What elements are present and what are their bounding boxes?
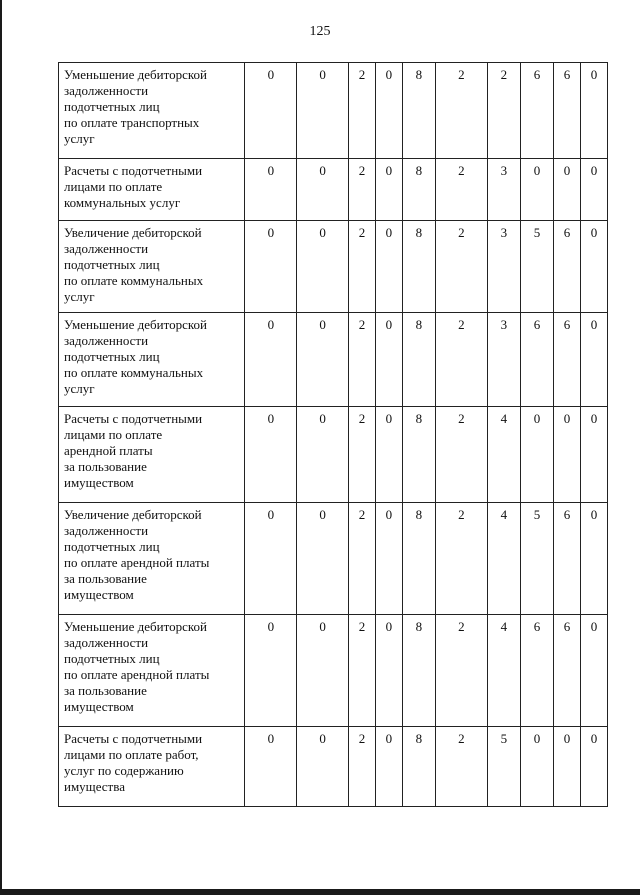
code-digit-cell: 2 xyxy=(435,503,487,615)
code-digit-cell: 0 xyxy=(580,503,607,615)
code-digit-cell: 0 xyxy=(297,63,349,159)
code-digit-cell: 6 xyxy=(520,615,553,727)
table-row xyxy=(59,615,608,727)
table-row xyxy=(59,727,608,807)
code-digit-cell: 0 xyxy=(375,503,402,615)
code-digit-cell: 0 xyxy=(554,159,581,221)
table-row xyxy=(59,503,608,615)
code-digit-cell: 0 xyxy=(245,407,297,503)
code-digit-cell: 0 xyxy=(580,727,607,807)
code-digit-cell: 6 xyxy=(554,313,581,407)
code-digit-cell: 2 xyxy=(487,63,520,159)
table-row xyxy=(59,221,608,313)
code-digit-cell: 0 xyxy=(245,159,297,221)
row-label: Увеличение дебиторской задолженности подотчетных лиц по оплате арендной платы за пользование имуществом xyxy=(59,503,245,615)
code-digit-cell: 2 xyxy=(349,159,376,221)
code-digit-cell: 0 xyxy=(580,313,607,407)
code-digit-cell: 0 xyxy=(554,727,581,807)
code-digit-cell: 6 xyxy=(554,503,581,615)
code-digit-cell: 8 xyxy=(402,407,435,503)
code-digit-cell: 2 xyxy=(435,727,487,807)
code-digit-cell: 2 xyxy=(349,221,376,313)
code-digit-cell: 3 xyxy=(487,221,520,313)
code-digit-cell: 0 xyxy=(580,63,607,159)
row-label: Увеличение дебиторской задолженности подотчетных лиц по оплате коммунальных услуг xyxy=(59,221,245,313)
page-number: 125 xyxy=(309,24,331,39)
code-digit-cell: 5 xyxy=(520,221,553,313)
code-digit-cell: 0 xyxy=(375,313,402,407)
code-digit-cell: 0 xyxy=(245,63,297,159)
code-digit-cell: 2 xyxy=(349,313,376,407)
code-digit-cell: 0 xyxy=(375,63,402,159)
code-digit-cell: 0 xyxy=(580,159,607,221)
code-digit-cell: 0 xyxy=(297,159,349,221)
code-digit-cell: 3 xyxy=(487,159,520,221)
table-body xyxy=(59,63,608,807)
code-digit-cell: 0 xyxy=(375,727,402,807)
code-digit-cell: 2 xyxy=(435,63,487,159)
code-digit-cell: 0 xyxy=(520,727,553,807)
code-digit-cell: 0 xyxy=(554,407,581,503)
code-digit-cell: 2 xyxy=(435,159,487,221)
code-digit-cell: 0 xyxy=(580,407,607,503)
row-label: Расчеты с подотчетными лицами по оплате работ, услуг по содержанию имущества xyxy=(59,727,245,807)
code-digit-cell: 5 xyxy=(487,727,520,807)
code-digit-cell: 0 xyxy=(245,503,297,615)
code-digit-cell: 2 xyxy=(435,615,487,727)
code-digit-cell: 0 xyxy=(297,615,349,727)
code-digit-cell: 0 xyxy=(297,727,349,807)
code-digit-cell: 2 xyxy=(349,63,376,159)
code-digit-cell: 4 xyxy=(487,503,520,615)
code-digit-cell: 0 xyxy=(297,407,349,503)
table-row xyxy=(59,407,608,503)
code-digit-cell: 0 xyxy=(245,615,297,727)
code-digit-cell: 0 xyxy=(520,159,553,221)
code-digit-cell: 0 xyxy=(520,407,553,503)
code-digit-cell: 4 xyxy=(487,407,520,503)
code-digit-cell: 0 xyxy=(297,313,349,407)
code-digit-cell: 8 xyxy=(402,159,435,221)
code-digit-cell: 8 xyxy=(402,221,435,313)
code-digit-cell: 4 xyxy=(487,615,520,727)
code-digit-cell: 2 xyxy=(349,727,376,807)
code-digit-cell: 8 xyxy=(402,63,435,159)
table-row xyxy=(59,63,608,159)
code-digit-cell: 6 xyxy=(554,615,581,727)
code-digit-cell: 0 xyxy=(375,615,402,727)
row-label: Уменьшение дебиторской задолженности подотчетных лиц по оплате коммунальных услуг xyxy=(59,313,245,407)
code-digit-cell: 8 xyxy=(402,313,435,407)
code-digit-cell: 3 xyxy=(487,313,520,407)
code-digit-cell: 6 xyxy=(554,63,581,159)
row-label: Расчеты с подотчетными лицами по оплате коммунальных услуг xyxy=(59,159,245,221)
code-digit-cell: 6 xyxy=(554,221,581,313)
code-digit-cell: 2 xyxy=(349,615,376,727)
code-digit-cell: 8 xyxy=(402,503,435,615)
code-digit-cell: 2 xyxy=(435,407,487,503)
code-digit-cell: 2 xyxy=(435,221,487,313)
code-digit-cell: 8 xyxy=(402,727,435,807)
code-digit-cell: 0 xyxy=(375,159,402,221)
row-label: Уменьшение дебиторской задолженности подотчетных лиц по оплате арендной платы за пользование имуществом xyxy=(59,615,245,727)
table-row xyxy=(59,159,608,221)
code-digit-cell: 0 xyxy=(245,313,297,407)
code-digit-cell: 0 xyxy=(375,407,402,503)
code-digit-cell: 2 xyxy=(435,313,487,407)
code-digit-cell: 0 xyxy=(245,727,297,807)
row-label: Расчеты с подотчетными лицами по оплате арендной платы за пользование имуществом xyxy=(59,407,245,503)
code-digit-cell: 0 xyxy=(580,615,607,727)
code-digit-cell: 8 xyxy=(402,615,435,727)
code-digit-cell: 0 xyxy=(297,503,349,615)
scan-edge-bottom xyxy=(0,889,640,895)
scan-edge-left xyxy=(0,0,2,895)
account-codes-table xyxy=(58,62,608,807)
code-digit-cell: 0 xyxy=(580,221,607,313)
code-digit-cell: 0 xyxy=(375,221,402,313)
code-digit-cell: 6 xyxy=(520,63,553,159)
code-digit-cell: 5 xyxy=(520,503,553,615)
table-row xyxy=(59,313,608,407)
row-label: Уменьшение дебиторской задолженности подотчетных лиц по оплате транспортных услуг xyxy=(59,63,245,159)
code-digit-cell: 0 xyxy=(297,221,349,313)
code-digit-cell: 6 xyxy=(520,313,553,407)
code-digit-cell: 2 xyxy=(349,407,376,503)
code-digit-cell: 0 xyxy=(245,221,297,313)
code-digit-cell: 2 xyxy=(349,503,376,615)
